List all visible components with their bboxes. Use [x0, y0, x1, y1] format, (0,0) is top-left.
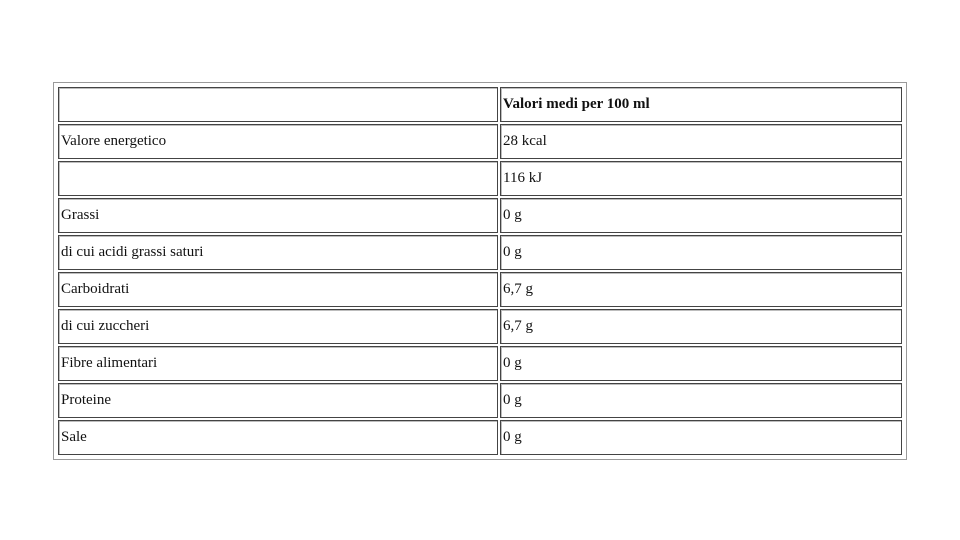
- nutrient-value: 116 kJ: [500, 161, 902, 196]
- nutrition-table-frame: [53, 82, 907, 460]
- nutrient-name: di cui acidi grassi saturi: [58, 235, 498, 270]
- header-cell-nutrient: [58, 87, 498, 122]
- table-row: [58, 235, 902, 270]
- table-row: [58, 420, 902, 455]
- nutrient-value: 0 g: [500, 420, 902, 455]
- nutrient-name: di cui zuccheri: [58, 309, 498, 344]
- nutrient-name: Proteine: [58, 383, 498, 418]
- nutrient-name: [58, 161, 498, 196]
- nutrient-value: 0 g: [500, 198, 902, 233]
- nutrient-name: Grassi: [58, 198, 498, 233]
- nutrient-name: Fibre alimentari: [58, 346, 498, 381]
- header-cell-values: Valori medi per 100 ml: [500, 87, 902, 122]
- nutrient-name: Carboidrati: [58, 272, 498, 307]
- nutrient-name: Valore energetico: [58, 124, 498, 159]
- nutrient-value: 0 g: [500, 383, 902, 418]
- nutrition-table: [56, 85, 904, 457]
- table-header-row: [58, 87, 902, 122]
- table-row: [58, 383, 902, 418]
- nutrient-value: 0 g: [500, 235, 902, 270]
- table-row: [58, 198, 902, 233]
- table-row: [58, 272, 902, 307]
- nutrient-value: 28 kcal: [500, 124, 902, 159]
- table-row: [58, 309, 902, 344]
- table-row: [58, 346, 902, 381]
- nutrient-value: 0 g: [500, 346, 902, 381]
- table-row: [58, 124, 902, 159]
- nutrient-value: 6,7 g: [500, 309, 902, 344]
- nutrient-name: Sale: [58, 420, 498, 455]
- nutrient-value: 6,7 g: [500, 272, 902, 307]
- table-row: [58, 161, 902, 196]
